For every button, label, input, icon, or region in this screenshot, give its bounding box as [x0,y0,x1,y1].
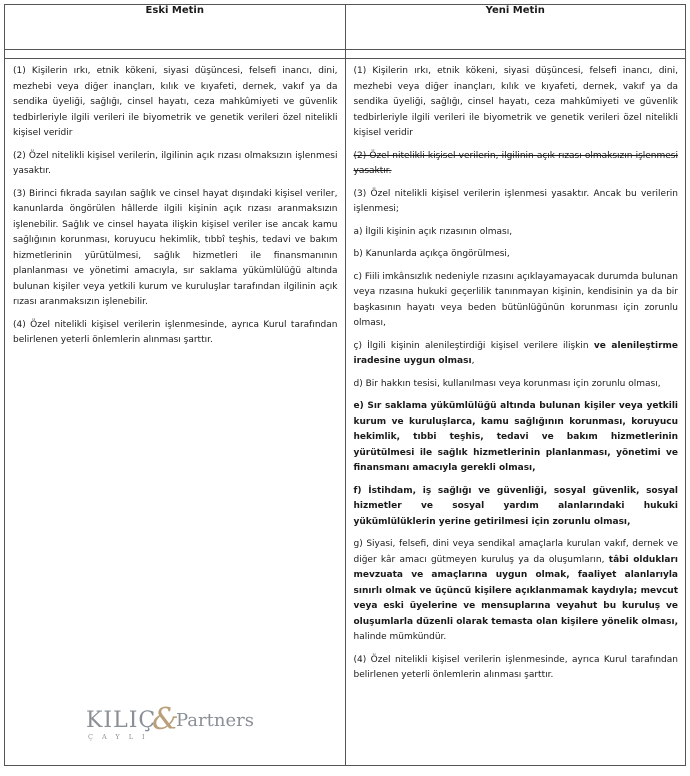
item-d: d) Bir hakkın tesisi, kullanılması veya korunması için zorunlu olması, [353,378,661,389]
old-paragraph-4: (4) Özel nitelikli kişisel verilerin işlenmesinde, ayrıca Kurul tarafından belirlenen yeterli önlemlerin alınması şarttır. [13,319,338,345]
new-paragraph-3: (3) Özel nitelikli kişisel verilerin işlenmesi yasaktır. Ancak bu verilerin işlenmesi; [353,188,678,214]
old-paragraph-3: (3) Birinci fıkrada sayılan sağlık ve cinsel hayat dışındaki kişisel veriler, kanunlarda öngörülen hâllerde ilgili kişinin açık rızası aranmaksızın işlenebilir. Sağlık ve cinsel hayata ilişkin kişisel veriler ise ancak kamu sağlığının korunması, koruyucu hekimlik, tıbbî teşhis, tedavi ve bakım hizmetlerinin yürütülmesi, sağlık hizmetleri ile finansmanının planlanması ve yönetimi amacıyla, sır saklama yükümlülüğü altında bulunan kişiler veya yetkili kurum ve kuruluşlar tarafından ilgilinin açık rızası aranmaksızın işlenebilir. [13,188,338,307]
logo-partners: Partners [176,710,254,731]
item-c-cedilla-end: , [471,356,475,366]
item-c-cedilla-bold: ve alenileştirme iradesine uygun olması [353,340,678,366]
old-paragraph-1: (1) Kişilerin ırkı, etnik kökeni, siyasi düşüncesi, felsefi inancı, dini, mezhebi veya diğer inançları, kılık ve kıyafeti, dernek, vakıf ya da sendika üyeliği, sağlığı, cinsel hayatı, ceza mahkûmiyeti ve güvenlik tedbirleriyle ilgili verileri ile biyometrik ve genetik verileri özel nitelikli kişisel veridir [13,66,338,138]
item-e: e) Sır saklama yükümlülüğü altında bulunan kişiler veya yetkili kurum ve kuruluşlarca, kamu sağlığının korunması, koruyucu hekimlik, tıbbi teşhis, tedavi ve bakım hizmetlerinin yürütülmesi ile sağlık hizmetlerinin planlanması, yönetimi ve finansmanı amacıyla gerekli olması, [353,401,678,473]
old-text-header: Eski Metin [5,5,346,50]
spacer-row [5,50,686,59]
content-row [5,59,686,766]
item-g-end: halinde mümkündür. [353,632,447,642]
item-c-cedilla [354,339,679,370]
old-paragraph-2: (2) Özel nitelikli kişisel verilerin, ilgilinin açık rızası olmaksızın işlenmesi yasaktır. [13,150,338,176]
logo-name: KILIÇ [86,708,157,733]
logo-ampersand: & [152,702,179,737]
item-g-text: g) Siyasi, felsefi, dini veya sendikal amaçlarla kurulan vakıf, dernek ve diğer kâr amacı gütmeyen kuruluş ya da oluşumların, [353,539,678,565]
item-b: b) Kanunlarda açıkça öngörülmesi, [353,249,510,259]
new-text-header: Yeni Metin [345,5,686,50]
comparison-table [4,4,686,766]
new-paragraph-2-deleted: (2) Özel nitelikli kişisel verilerin, ilgilinin açık rızası olmaksızın işlenmesi yasaktır. [353,150,678,176]
new-paragraph-4: (4) Özel nitelikli kişisel verilerin işlenmesinde, ayrıca Kurul tarafından belirlenen yeterli önlemlerin alınması şarttır. [353,654,678,680]
logo-subtitle: ÇAYLI [88,733,154,741]
item-f: f) İstihdam, iş sağlığı ve güvenliği, sosyal güvenlik, sosyal hizmetler ve sosyal yardım alanlarındaki hukuki yükümlülüklerin yerine getirilmesi için zorunlu olması, [353,485,678,527]
document-page [4,4,686,772]
item-c-cedilla-text: ç) İlgili kişinin alenileştirdiği kişisel verilere ilişkin [353,340,594,351]
item-a: a) İlgili kişinin açık rızasının olması, [353,226,513,237]
firm-logo [86,702,276,744]
new-text-cell [345,59,686,766]
old-text-cell [5,59,346,766]
new-paragraph-1: (1) Kişilerin ırkı, etnik kökeni, siyasi düşüncesi, felsefi inancı, dini, mezhebi veya diğer inançları, kılık ve kıyafeti, dernek, vakıf ya da sendika üyeliği, sağlığı, cinsel hayatı, ceza mahkûmiyeti ve güvenlik tedbirleriyle ilgili verileri ile biyometrik ve genetik verileri özel nitelikli kişisel veridir [353,66,678,138]
item-c: c) Fiili imkânsızlık nedeniyle rızasını açıklayamayacak durumda bulunan veya rızasına hukuki geçerlilik tanınmayan kişinin, kendisinin ya da bir başkasının hayatı veya beden bütünlüğünün korunması için zorunlu olması, [353,271,678,328]
item-g [354,537,679,646]
header-row [5,5,686,50]
item-g-bold: tâbi oldukları mevzuata ve amaçlarına uygun olmak, faaliyet alanlarıyla sınırlı olmak ve üçüncü kişilere açıklanmamak kaydıyla; mevcut veya eski üyelerine ve mensuplarına veyahut bu kuruluş ve oluşumlarla düzenli olarak temasta olan kişilere yönelik olması, [353,554,678,627]
